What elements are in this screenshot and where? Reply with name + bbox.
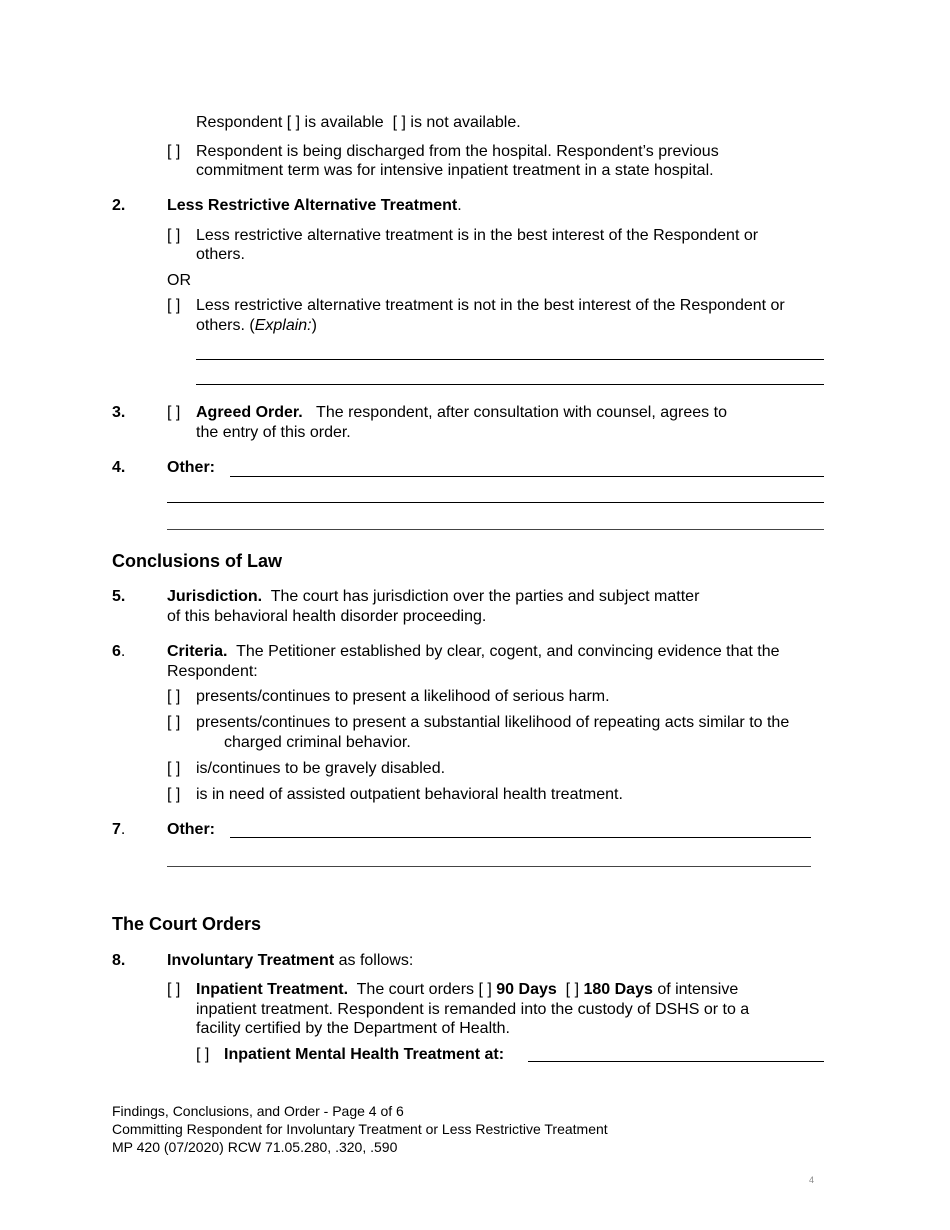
checkbox-serious-harm[interactable]: [ ]	[167, 688, 181, 705]
item-7-other-label: Other:	[167, 821, 215, 838]
discharge-text-1: Respondent is being discharged from the hospital. Respondent’s previous	[196, 143, 719, 160]
footer-line-1: Findings, Conclusions, and Order - Page 4 of 6	[112, 1103, 404, 1119]
court-orders-heading: The Court Orders	[112, 914, 262, 934]
other-4-input-line-1[interactable]	[230, 476, 824, 477]
lra-best-interest-text-1: Less restrictive alternative treatment is in the best interest of the Respondent or	[196, 227, 759, 244]
other-4-input-line-3[interactable]	[167, 529, 824, 530]
availability-line: Respondent [ ] is available [ ] is not available.	[196, 114, 521, 131]
agreed-order-text-2: the entry of this order.	[196, 424, 351, 441]
assisted-outpatient-text: is in need of assisted outpatient behavioral health treatment.	[196, 786, 623, 803]
page-number: 4	[809, 1175, 815, 1185]
involuntary-treatment-title: Involuntary Treatment as follows:	[167, 952, 414, 969]
lra-not-best-interest-text-2: others. (Explain:)	[196, 317, 317, 334]
checkbox-available[interactable]: [ ]	[286, 114, 301, 131]
repeating-acts-text-2: charged criminal behavior.	[224, 734, 411, 751]
item-5-number: 5.	[112, 588, 126, 605]
checkbox-gravely-disabled[interactable]: [ ]	[167, 760, 181, 777]
explain-input-line-1[interactable]	[196, 359, 824, 360]
mental-health-facility-input-line[interactable]	[528, 1061, 824, 1062]
jurisdiction-text-2: of this behavioral health disorder proceeding.	[167, 608, 487, 625]
checkbox-90-days[interactable]: [ ]	[478, 981, 492, 998]
mental-health-treatment-label: Inpatient Mental Health Treatment at:	[224, 1046, 505, 1063]
agreed-order-text-1: Agreed Order. The respondent, after consultation with counsel, agrees to	[196, 404, 727, 421]
checkbox-lra-best-interest[interactable]: [ ]	[167, 227, 181, 244]
checkbox-assisted-outpatient[interactable]: [ ]	[167, 786, 181, 803]
lra-best-interest-text-2: others.	[196, 246, 245, 263]
checkbox-repeating-acts[interactable]: [ ]	[167, 714, 181, 731]
other-7-input-line-1[interactable]	[230, 837, 811, 838]
item-3-number: 3.	[112, 404, 126, 421]
checkbox-agreed-order[interactable]: [ ]	[167, 404, 181, 421]
serious-harm-text: presents/continues to present a likelihood of serious harm.	[196, 688, 610, 705]
inpatient-treatment-text-2: inpatient treatment. Respondent is remanded into the custody of DSHS or to a	[196, 1001, 750, 1018]
checkbox-mental-health-treatment[interactable]: [ ]	[196, 1046, 210, 1063]
or-label: OR	[167, 272, 191, 289]
checkbox-not-available[interactable]: [ ]	[392, 114, 406, 131]
explain-input-line-2[interactable]	[196, 384, 824, 385]
footer-line-2: Committing Respondent for Involuntary Treatment or Less Restrictive Treatment	[112, 1121, 608, 1137]
discharge-text-2: commitment term was for intensive inpatient treatment in a state hospital.	[196, 162, 714, 179]
conclusions-heading: Conclusions of Law	[112, 551, 283, 571]
gravely-disabled-text: is/continues to be gravely disabled.	[196, 760, 446, 777]
item-7-number: 7.	[112, 821, 126, 838]
lra-not-best-interest-text-1: Less restrictive alternative treatment is not in the best interest of the Respondent or	[196, 297, 785, 314]
item-2-title: Less Restrictive Alternative Treatment.	[167, 197, 462, 214]
inpatient-treatment-text-1: Inpatient Treatment. The court orders [ ] 90 Days [ ] 180 Days of intensive	[196, 981, 739, 998]
jurisdiction-text-1: Jurisdiction. The court has jurisdiction over the parties and subject matter	[167, 588, 700, 605]
item-6-number: 6.	[112, 643, 126, 660]
other-7-input-line-2[interactable]	[167, 866, 811, 867]
checkbox-discharged[interactable]: [ ]	[167, 143, 181, 160]
inpatient-treatment-text-3: facility certified by the Department of Health.	[196, 1020, 510, 1037]
checkbox-inpatient-treatment[interactable]: [ ]	[167, 981, 181, 998]
item-2-number: 2.	[112, 197, 126, 214]
footer-line-3: MP 420 (07/2020) RCW 71.05.280, .320, .590	[112, 1139, 398, 1155]
repeating-acts-text-1: presents/continues to present a substantial likelihood of repeating acts similar to the	[196, 714, 790, 731]
item-4-number: 4.	[112, 459, 126, 476]
criteria-text-1: Criteria. The Petitioner established by clear, cogent, and convincing evidence that the	[167, 643, 780, 660]
checkbox-180-days[interactable]: [ ]	[565, 981, 580, 998]
other-4-input-line-2[interactable]	[167, 502, 824, 503]
item-8-number: 8.	[112, 952, 126, 969]
checkbox-lra-not-best-interest[interactable]: [ ]	[167, 297, 181, 314]
criteria-text-2: Respondent:	[167, 663, 258, 680]
item-4-other-label: Other:	[167, 459, 215, 476]
